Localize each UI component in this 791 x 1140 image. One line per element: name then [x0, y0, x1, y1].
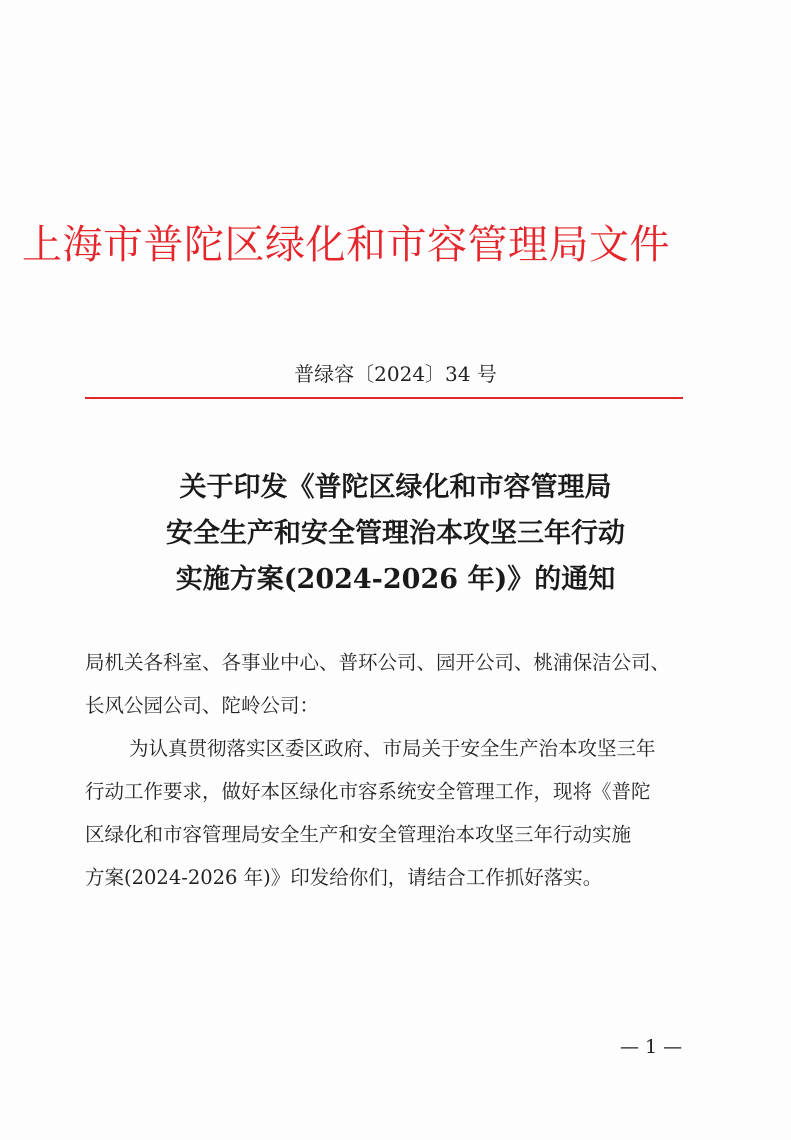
title-line-2: 安全生产和安全管理治本攻坚三年行动 [166, 518, 625, 549]
recipients-line-1: 局机关各科室、各事业中心、普环公司、园开公司、桃浦保洁公司、 [85, 651, 671, 674]
paragraph-line-2: 行动工作要求，做好本区绿化市容系统安全管理工作，现将《普陀 [85, 780, 651, 803]
notice-body [85, 641, 725, 899]
document-number: 普绿容〔2024〕34 号 [294, 362, 497, 386]
paragraph-line-4: 方案(2024-2026 年)》印发给你们，请结合工作抓好落实。 [85, 866, 603, 889]
paragraph-line-3: 区绿化和市容管理局安全生产和安全管理治本攻坚三年行动实施 [85, 823, 632, 846]
paragraph-line-1: 为认真贯彻落实区委区政府、市局关于安全生产治本攻坚三年 [129, 737, 656, 760]
page-number: — 1 — [620, 1036, 683, 1058]
title-line-1: 关于印发《普陀区绿化和市容管理局 [179, 472, 612, 503]
notice-title [0, 465, 791, 603]
title-line-3: 实施方案(2024-2026 年)》的通知 [175, 564, 616, 595]
red-header-title: 上海市普陀区绿化和市容管理局文件 [22, 222, 670, 268]
red-divider-line [85, 397, 683, 399]
recipients-line-2: 长风公园公司、陀岭公司： [85, 694, 320, 717]
